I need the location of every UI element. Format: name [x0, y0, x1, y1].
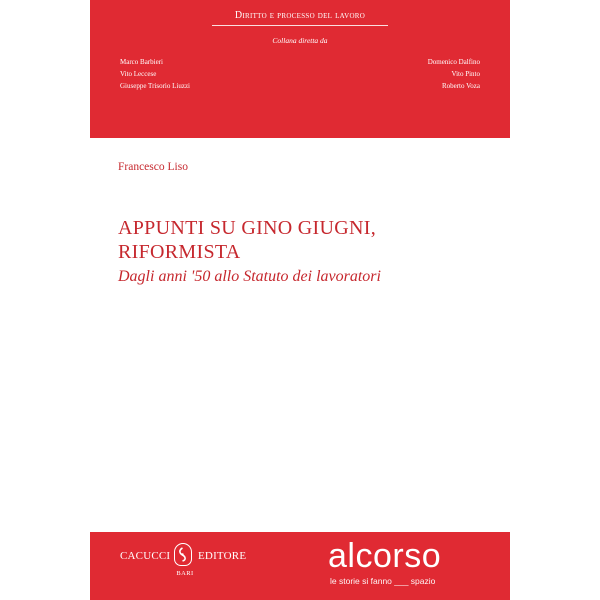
- editors-left: [120, 56, 190, 92]
- store-name: alcorso: [328, 537, 442, 575]
- book-subtitle: Dagli anni '50 allo Statuto dei lavoratori: [118, 268, 381, 285]
- editor-name: Vito Pinto: [451, 70, 480, 78]
- series-title: Diritto e processo del lavoro: [234, 10, 366, 21]
- publisher-city: BARI: [176, 570, 194, 577]
- editor-name: Giuseppe Trisorio Liuzzi: [120, 82, 190, 90]
- publisher-name-left: CACUCCI: [120, 550, 171, 562]
- editor-name: Domenico Dalfino: [427, 58, 480, 66]
- publisher-name-right: EDITORE: [198, 550, 247, 562]
- book-title-line: RIFORMISTA: [118, 241, 241, 263]
- series-rule: [212, 25, 388, 26]
- book-author: Francesco Liso: [118, 161, 188, 173]
- editors-right: [428, 56, 480, 92]
- editor-name: Vito Leccese: [120, 70, 157, 78]
- store-tagline: le storie si fanno ___ spazio: [330, 576, 436, 586]
- title-band: [90, 138, 510, 532]
- publisher-emblem-icon: [174, 543, 192, 566]
- editor-name: Roberto Voza: [441, 82, 480, 90]
- book-title-line: APPUNTI SU GINO GIUGNI,: [118, 217, 377, 239]
- book-title: [118, 216, 376, 264]
- store-watermark-logo: [328, 538, 488, 598]
- book-cover: [90, 0, 510, 600]
- editor-name: Marco Barbieri: [120, 58, 163, 66]
- series-directed-by: Collana diretta da: [272, 36, 328, 45]
- series-header: [90, 0, 510, 100]
